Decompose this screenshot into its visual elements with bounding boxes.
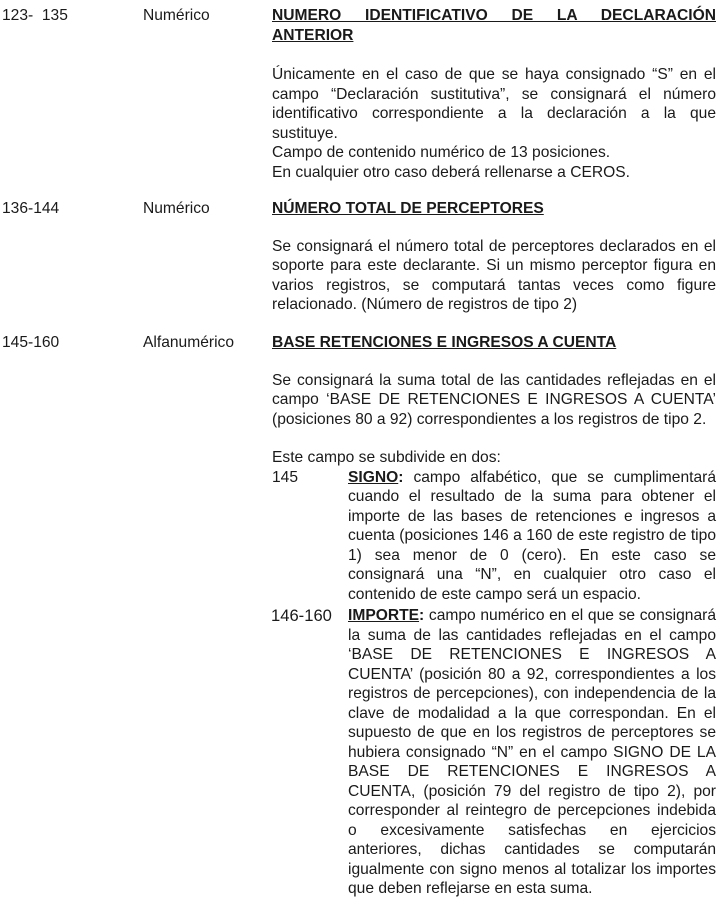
subdivision-intro: Este campo se subdivide en dos: <box>272 449 501 466</box>
field-paragraph: Se consignará la suma total de las cantidades reflejadas en el campo ‘BASE DE RETENCIONES E INGRESOS A CUENTA’ (posiciones 80 a 92) correspondientes a los registros de tipo 2. <box>272 371 716 428</box>
field-positions: 145-160 <box>2 334 60 351</box>
subfield-description <box>348 468 716 605</box>
field-description <box>272 333 716 899</box>
subfield-label: IMPORTE <box>348 607 420 624</box>
field-paragraph: Únicamente en el caso de que se haya consignado “S” en el campo “Declaración sustitutiva”, se consignará el número identificativo correspondiente a la declaración a la que sustituye. <box>272 66 716 142</box>
field-paragraph: Campo de contenido numérico de 13 posiciones. <box>272 144 611 161</box>
subfield-text: campo alfabético, que se cumplimentará cuando el resultado de la suma para obtener el importe de las bases de retenciones e ingresos a cuenta (posiciones 146 a 160 de este registro de tipo 1) sea menor de 0 (cero). En este caso se consignará una “N”, en cualquier otro caso el contenido de este campo será un espacio. <box>348 468 716 603</box>
field-title-line2: ANTERIOR <box>272 26 354 44</box>
field-title-line1: NUMERO IDENTIFICATIVO DE LA DECLARACIÓN <box>272 7 716 24</box>
field-title: NÚMERO TOTAL DE PERCEPTORES <box>272 200 544 217</box>
subfield-label: SIGNO <box>348 468 399 486</box>
field-row-declaracion-anterior <box>0 6 720 182</box>
subfield-code: 145 <box>272 468 299 486</box>
field-paragraph: En cualquier otro caso deberá rellenarse a CEROS. <box>272 163 630 181</box>
field-description <box>272 199 716 315</box>
subfield-colon: : <box>398 468 404 486</box>
subfield-colon: : <box>419 607 425 624</box>
subfield-description <box>348 606 716 899</box>
field-type: Numérico <box>143 7 210 24</box>
field-positions: 123- 135 <box>2 7 68 24</box>
field-type: Alfanumérico <box>143 334 235 351</box>
field-description <box>272 6 716 182</box>
field-paragraph: Se consignará el número total de perceptores declarados en el soporte para este declarante. Si un mismo perceptor figura en varios registros, se computará tantas veces como figure relacionado. (Número de registros de tipo 2) <box>272 237 716 313</box>
field-positions: 136-144 <box>2 200 60 217</box>
subfield-code: 146-160 <box>271 606 332 625</box>
subfield-importe <box>272 606 716 899</box>
field-title: BASE RETENCIONES E INGRESOS A CUENTA <box>272 334 617 351</box>
field-row-total-perceptores <box>0 199 720 319</box>
field-row-base-retenciones <box>0 333 720 909</box>
field-type: Numérico <box>143 200 210 217</box>
subfield-text: campo numérico en el que se consignará la suma de las cantidades reflejadas en el campo ‘BASE DE RETENCIONES E INGRESOS A CUENTA’ (posición 80 a 92, correspondientes a los registros de percepciones), con independencia de la clave de modalidad a la que correspondan. En el supuesto de que en los registros de perceptores se hubiera consignado “N” en el campo SIGNO DE LA BASE DE RETENCIONES E INGRESOS A CUENTA, (posición 79 del registro de tipo 2), por corresponder al reintegro de percepciones indebida o excesivamente satisfechas en ejercicios anteriores, dichas cantidades se computarán igualmente con signo menos al totalizar los importes que deben reflejarse en esta suma. <box>348 607 716 897</box>
subfield-signo <box>272 468 716 605</box>
